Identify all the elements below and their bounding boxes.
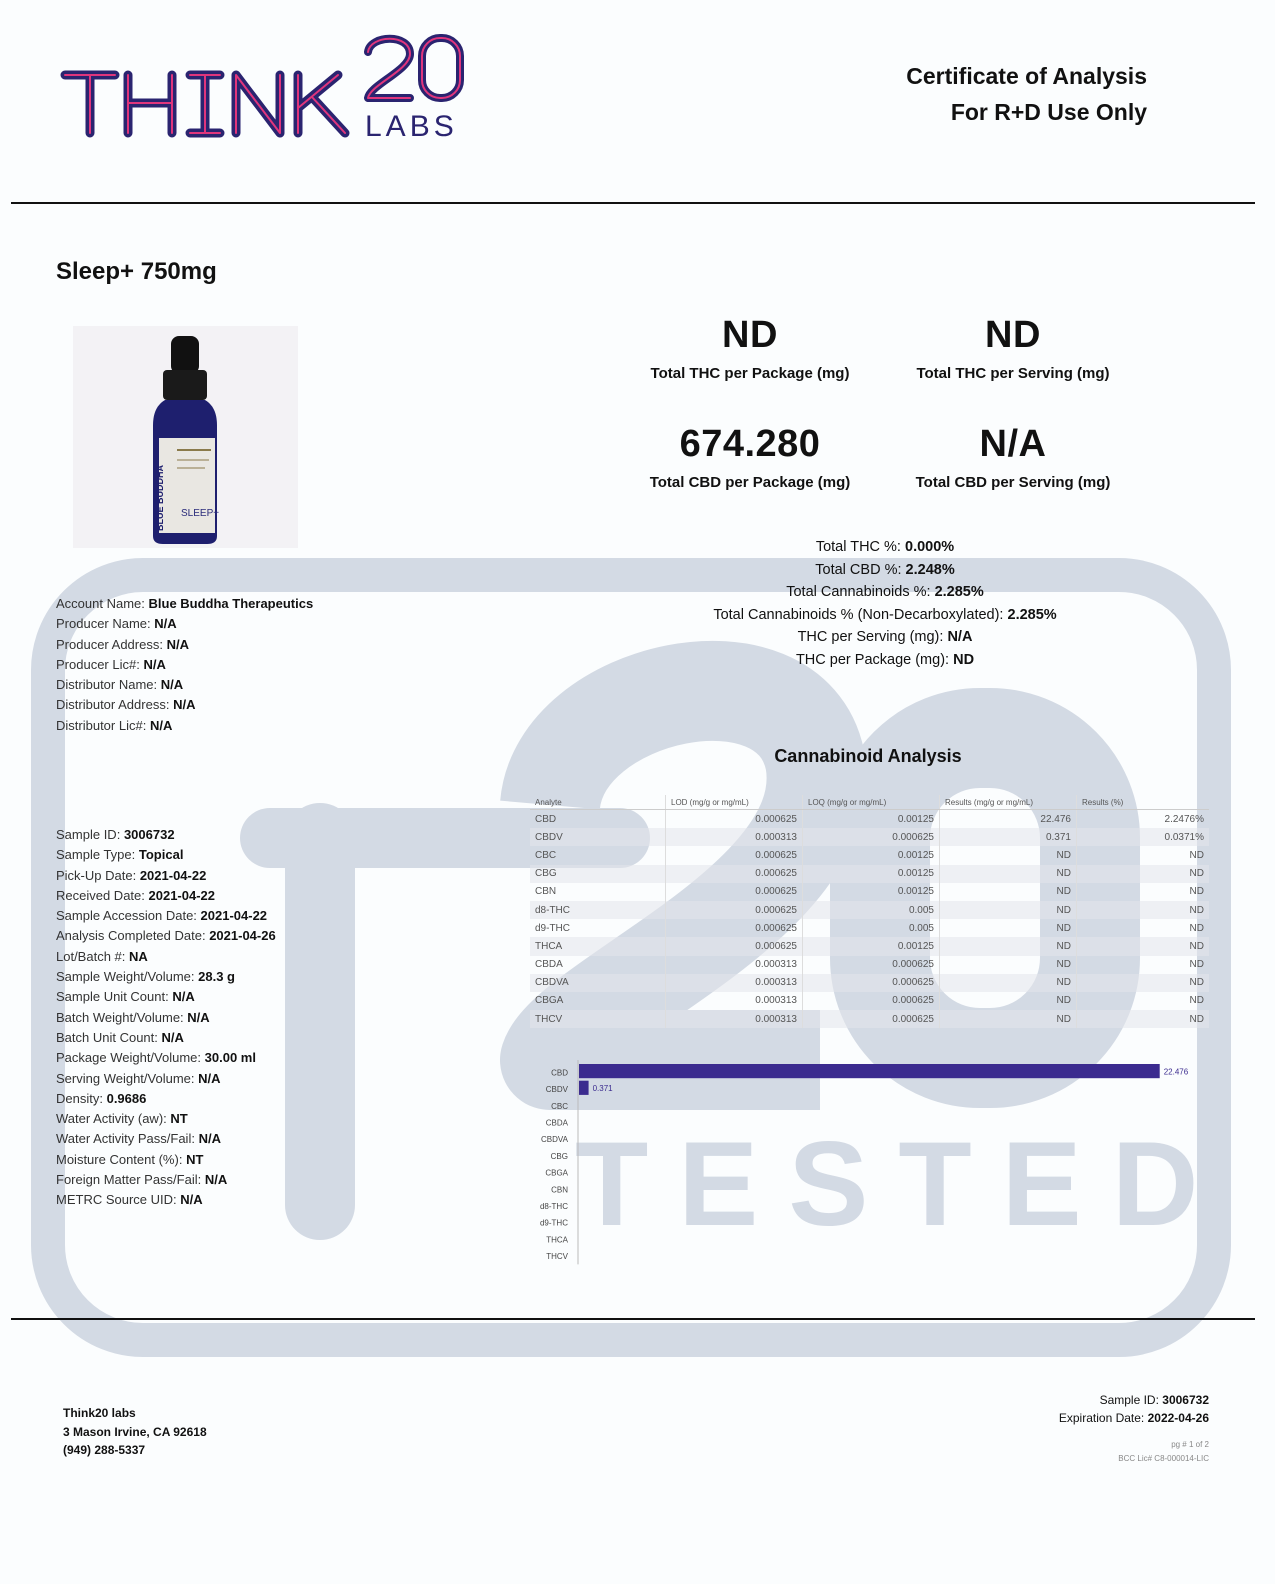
stat-thc-serving <box>893 314 1133 382</box>
account-line: Producer Address: N/A <box>56 636 189 652</box>
account-line: Distributor Name: N/A <box>56 677 184 693</box>
category-label: CBC <box>551 1101 568 1111</box>
total-line: Total Cannabinoids %: 2.285% <box>786 584 984 600</box>
category-label: d9-THC <box>539 1218 568 1228</box>
data-label: 0.371 <box>592 1084 613 1094</box>
account-line: Distributor Address: N/A <box>56 697 196 713</box>
data-label: 22.476 <box>1163 1067 1189 1077</box>
category-label: CBDA <box>545 1118 568 1128</box>
account-line: Producer Name: N/A <box>56 616 177 632</box>
stat-cbd-package <box>630 423 870 491</box>
license-number: BCC Lic# C8-000014-LIC <box>1118 1454 1209 1463</box>
sample-info <box>56 825 276 1211</box>
col-results-mg: Results (mg/g or mg/mL) <box>940 795 1077 810</box>
sample-line: Sample Accession Date: 2021-04-22 <box>56 908 268 924</box>
total-line: THC per Serving (mg): N/A <box>797 629 973 645</box>
value-cell: ND <box>1189 886 1204 898</box>
footer-expiration: Expiration Date: 2022-04-26 <box>1058 1411 1209 1425</box>
value-cell: 0.0371% <box>1077 828 1210 846</box>
col-loq: LOQ (mg/g or mg/mL) <box>803 795 940 810</box>
analyte-cell: CBC <box>530 846 666 864</box>
think20-labs-logo <box>60 30 480 150</box>
cannabinoid-bar-chart <box>530 1060 1210 1266</box>
account-info <box>56 594 313 736</box>
sample-line: Serving Weight/Volume: N/A <box>56 1070 221 1086</box>
table-row <box>530 846 1209 864</box>
value-cell: ND <box>940 919 1077 937</box>
watermark-tested-text: TESTED <box>575 1117 1229 1251</box>
value-cell: ND <box>940 956 1077 974</box>
col-lod: LOD (mg/g or mg/mL) <box>666 795 803 810</box>
page-number: pg # 1 of 2 <box>1171 1440 1209 1449</box>
analyte-cell: d8-THC <box>530 901 666 919</box>
product-title: Sleep+ 750mg <box>56 258 217 285</box>
value-cell: ND <box>1077 974 1210 992</box>
value-cell: ND <box>940 883 1077 901</box>
sample-line: Moisture Content (%): NT <box>56 1151 204 1167</box>
bar-CBD <box>579 1064 1160 1078</box>
sample-line: Analysis Completed Date: 2021-04-26 <box>56 928 276 944</box>
value-cell: ND <box>1189 849 1204 861</box>
sample-line: Sample Weight/Volume: 28.3 g <box>56 969 235 985</box>
analyte-cell: CBGA <box>530 992 666 1010</box>
account-line: Account Name: Blue Buddha Therapeutics <box>56 596 314 611</box>
analyte-cell: CBDV <box>530 828 666 846</box>
table-row <box>530 937 1209 955</box>
value-cell: 0.00125 <box>803 865 940 883</box>
sample-line: Water Activity (aw): NT <box>56 1111 188 1127</box>
analyte-cell: CBDA <box>530 956 666 974</box>
account-line: Producer Lic#: N/A <box>56 656 166 672</box>
sample-line: Lot/Batch #: NA <box>56 948 148 964</box>
value-cell: ND <box>1077 1010 1210 1028</box>
table-row <box>530 992 1209 1010</box>
category-label: CBDV <box>545 1085 568 1095</box>
table-row <box>530 883 1209 901</box>
value-cell: 0.000313 <box>666 1010 803 1028</box>
coa-subtitle: For R+D Use Only <box>950 99 1147 125</box>
analyte-cell: CBD <box>530 810 666 829</box>
analysis-title: Cannabinoid Analysis <box>774 746 962 766</box>
totals-summary <box>640 536 1130 671</box>
coa-heading <box>906 58 1147 130</box>
value-cell: ND <box>940 937 1077 955</box>
table-row <box>530 919 1209 937</box>
stat-value: ND <box>985 314 1041 356</box>
value-cell: 0.000313 <box>666 974 803 992</box>
stat-label: Total CBD per Package (mg) <box>649 474 851 491</box>
product-image <box>73 326 298 548</box>
value-cell: 0.000625 <box>803 828 940 846</box>
footer-sample-id: Sample ID: 3006732 <box>1099 1393 1209 1407</box>
total-line: Total Cannabinoids % (Non-Decarboxylated): 2.285% <box>713 606 1057 623</box>
category-label: CBD <box>551 1068 568 1078</box>
value-cell: 2.2476% <box>1164 813 1204 825</box>
value-cell: 0.00125 <box>803 937 940 955</box>
value-cell: 0.000625 <box>666 883 803 901</box>
sample-line: Density: 0.9686 <box>56 1090 147 1106</box>
lab-phone: (949) 288-5337 <box>63 1443 146 1457</box>
table-row <box>530 974 1209 992</box>
value-cell: 0.000625 <box>666 919 803 937</box>
sample-line: Received Date: 2021-04-22 <box>56 887 216 903</box>
value-cell: 0.000625 <box>666 937 803 955</box>
footer-divider <box>11 1318 1255 1320</box>
category-label: THCV <box>546 1252 568 1262</box>
table-row <box>530 901 1209 919</box>
value-cell: ND <box>940 901 1077 919</box>
sample-line: Batch Weight/Volume: N/A <box>56 1009 210 1025</box>
table-row <box>530 865 1209 883</box>
value-cell: ND <box>1189 995 1204 1007</box>
value-cell: 0.000625 <box>666 865 803 883</box>
col-analyte: Analyte <box>530 795 666 810</box>
footer-page-info <box>1118 1438 1209 1466</box>
category-label: d8-THC <box>539 1201 568 1211</box>
value-cell: 0.005 <box>803 919 940 937</box>
stat-thc-package <box>630 314 870 382</box>
analyte-cell: CBN <box>530 883 666 901</box>
table-row <box>530 1010 1209 1028</box>
category-label: CBN <box>551 1185 568 1195</box>
analyte-cell: CBDVA <box>530 974 666 992</box>
total-line: THC per Package (mg): ND <box>795 651 975 668</box>
stat-label: Total THC per Package (mg) <box>650 365 850 382</box>
stat-label: Total CBD per Serving (mg) <box>915 474 1111 491</box>
value-cell: 0.000313 <box>666 956 803 974</box>
svg-text:SLEEP+: SLEEP+ <box>181 508 220 519</box>
sample-line: Batch Unit Count: N/A <box>56 1029 184 1045</box>
category-label: CBG <box>550 1151 568 1161</box>
header-divider <box>11 202 1255 204</box>
category-label: CBDVA <box>541 1135 568 1145</box>
total-line: Total THC %: 0.000% <box>815 539 955 555</box>
value-cell: ND <box>940 1010 1077 1028</box>
svg-text:BLUE BUDDHA: BLUE BUDDHA <box>155 465 165 531</box>
logo-labs-text: LABS <box>365 110 458 143</box>
value-cell: 0.000625 <box>803 992 940 1010</box>
cannabinoid-table <box>530 795 1209 1028</box>
stat-value: N/A <box>979 423 1047 465</box>
footer-sample-info <box>1059 1391 1209 1427</box>
value-cell: ND <box>1077 865 1210 883</box>
value-cell: ND <box>1077 937 1210 955</box>
value-cell: 0.000625 <box>666 846 803 864</box>
sample-line: Pick-Up Date: 2021-04-22 <box>56 867 207 883</box>
sample-line: METRC Source UID: N/A <box>56 1192 203 1208</box>
value-cell: 0.00125 <box>803 810 940 829</box>
analyte-cell: d9-THC <box>530 919 666 937</box>
category-label: CBGA <box>545 1168 568 1178</box>
value-cell: 0.000625 <box>803 1010 940 1028</box>
table-row <box>530 810 1209 829</box>
analyte-cell: CBG <box>530 865 666 883</box>
sample-line: Sample Unit Count: N/A <box>56 989 195 1005</box>
value-cell: 22.476 <box>940 810 1077 829</box>
sample-line: Sample ID: 3006732 <box>56 827 175 842</box>
account-line: Distributor Lic#: N/A <box>56 717 173 733</box>
value-cell: 0.000625 <box>666 810 803 829</box>
total-line: Total CBD %: 2.248% <box>815 561 955 578</box>
value-cell: 0.000625 <box>803 956 940 974</box>
lab-contact <box>63 1404 207 1460</box>
table-row <box>530 828 1209 846</box>
lab-name: Think20 labs <box>63 1406 136 1420</box>
category-label: THCA <box>546 1235 568 1245</box>
col-results-pct: Results (%) <box>1077 795 1210 810</box>
lab-address: 3 Mason Irvine, CA 92618 <box>63 1424 207 1439</box>
value-cell: 0.000313 <box>666 992 803 1010</box>
value-cell: ND <box>940 846 1077 864</box>
stat-value: 674.280 <box>679 423 821 465</box>
sample-line: Sample Type: Topical <box>56 847 184 863</box>
value-cell: ND <box>1077 901 1210 919</box>
value-cell: 0.000625 <box>803 974 940 992</box>
value-cell: ND <box>940 865 1077 883</box>
value-cell: 0.00125 <box>803 883 940 901</box>
table-header-row <box>530 795 1209 810</box>
analyte-cell: THCV <box>530 1010 666 1028</box>
analyte-cell: THCA <box>530 937 666 955</box>
bar-CBDV <box>579 1081 589 1095</box>
value-cell: 0.371 <box>940 828 1077 846</box>
value-cell: ND <box>1189 922 1204 934</box>
sample-line: Foreign Matter Pass/Fail: N/A <box>56 1172 228 1188</box>
value-cell: ND <box>940 992 1077 1010</box>
value-cell: 0.005 <box>803 901 940 919</box>
coa-title: Certificate of Analysis <box>906 63 1147 89</box>
value-cell: 0.000313 <box>666 828 803 846</box>
table-row <box>530 956 1209 974</box>
stat-cbd-serving <box>893 423 1133 491</box>
stat-value: ND <box>722 314 778 356</box>
value-cell: ND <box>940 974 1077 992</box>
sample-line: Water Activity Pass/Fail: N/A <box>56 1131 221 1147</box>
stat-label: Total THC per Serving (mg) <box>916 365 1110 382</box>
value-cell: 0.00125 <box>803 846 940 864</box>
value-cell: ND <box>1189 959 1204 971</box>
sample-line: Package Weight/Volume: 30.00 ml <box>56 1050 256 1066</box>
value-cell: 0.000625 <box>666 901 803 919</box>
